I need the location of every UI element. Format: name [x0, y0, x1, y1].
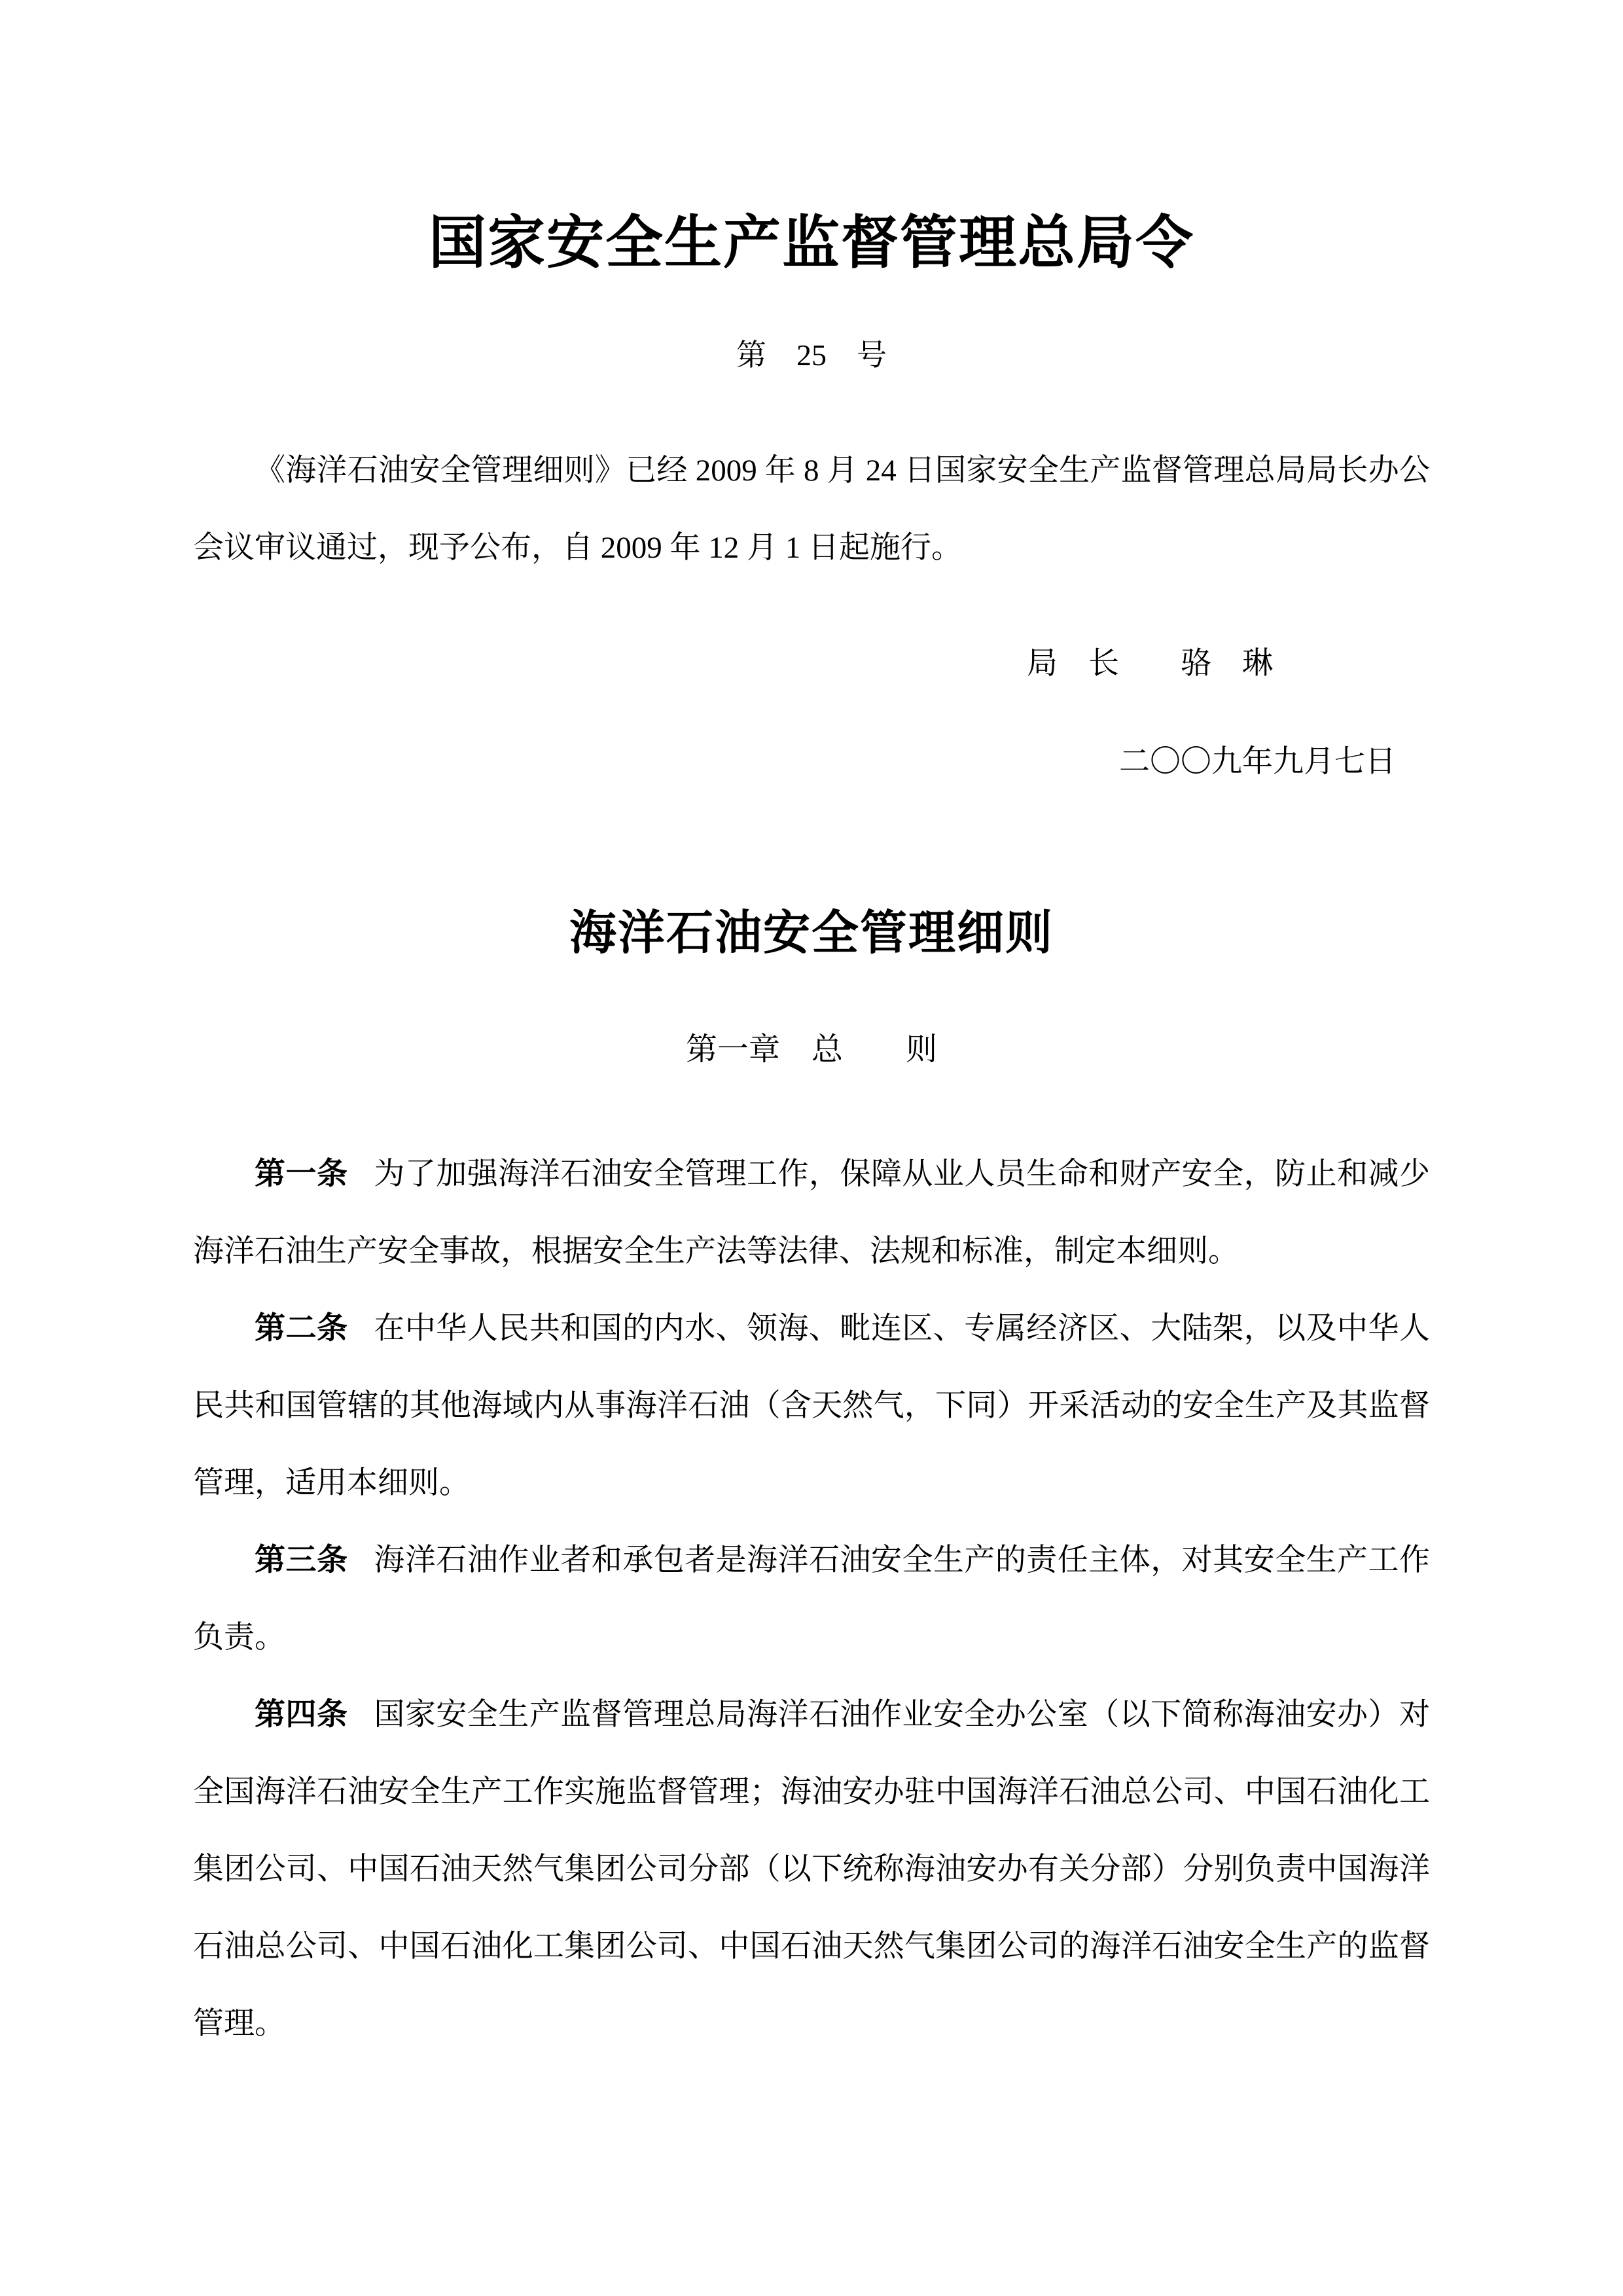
- chapter-heading: 第一章 总 则: [685, 1031, 937, 1067]
- article-1-number: 第一条: [255, 1157, 348, 1191]
- sign-date-line: 二〇〇九年九月七日: [1119, 744, 1396, 779]
- article-4: [193, 1676, 1430, 2062]
- article-3: [193, 1522, 1430, 1676]
- articles-section: [193, 1136, 1430, 2062]
- article-2-number: 第二条: [255, 1311, 348, 1346]
- article-2: [193, 1290, 1430, 1522]
- regulation-title: 海洋石油安全管理细则: [569, 906, 1054, 960]
- article-4-text: 国家安全生产监督管理总局海洋石油作业安全办公室（以下简称海油安办）对全国海洋石油安全生产工作实施监督管理；海油安办驻中国海洋石油总公司、中国石油化工集团公司、中国石油天然气集团公司分部（以下统称海油安办有关分部）分别负责中国海洋石油总公司、中国石油化工集团公司、中国石油天然气集团公司的海洋石油安全生产的监督管理。: [193, 1697, 1430, 2041]
- article-3-number: 第三条: [255, 1543, 348, 1577]
- article-1-text: 为了加强海洋石油安全管理工作，保障从业人员生命和财产安全，防止和减少海洋石油生产安全事故，根据安全生产法等法律、法规和标准，制定本细则。: [193, 1157, 1430, 1268]
- article-1: [193, 1136, 1430, 1290]
- order-body-paragraph: 《海洋石油安全管理细则》已经 2009 年 8 月 24 日国家安全生产监督管理总局局长办公会议审议通过，现予公布，自 2009 年 12 月 1 日起施行。: [193, 453, 1430, 565]
- article-4-number: 第四条: [255, 1697, 348, 1732]
- article-2-text: 在中华人民共和国的内水、领海、毗连区、专属经济区、大陆架，以及中华人民共和国管辖的其他海域内从事海洋石油（含天然气，下同）开采活动的安全生产及其监督管理，适用本细则。: [193, 1311, 1430, 1500]
- order-title: 国家安全生产监督管理总局令: [428, 212, 1194, 276]
- article-3-text: 海洋石油作业者和承包者是海洋石油安全生产的责任主体，对其安全生产工作负责。: [193, 1543, 1430, 1655]
- order-number-line: 第 25 号: [736, 338, 887, 372]
- signer-line: 局 长 骆 琳: [1027, 646, 1273, 681]
